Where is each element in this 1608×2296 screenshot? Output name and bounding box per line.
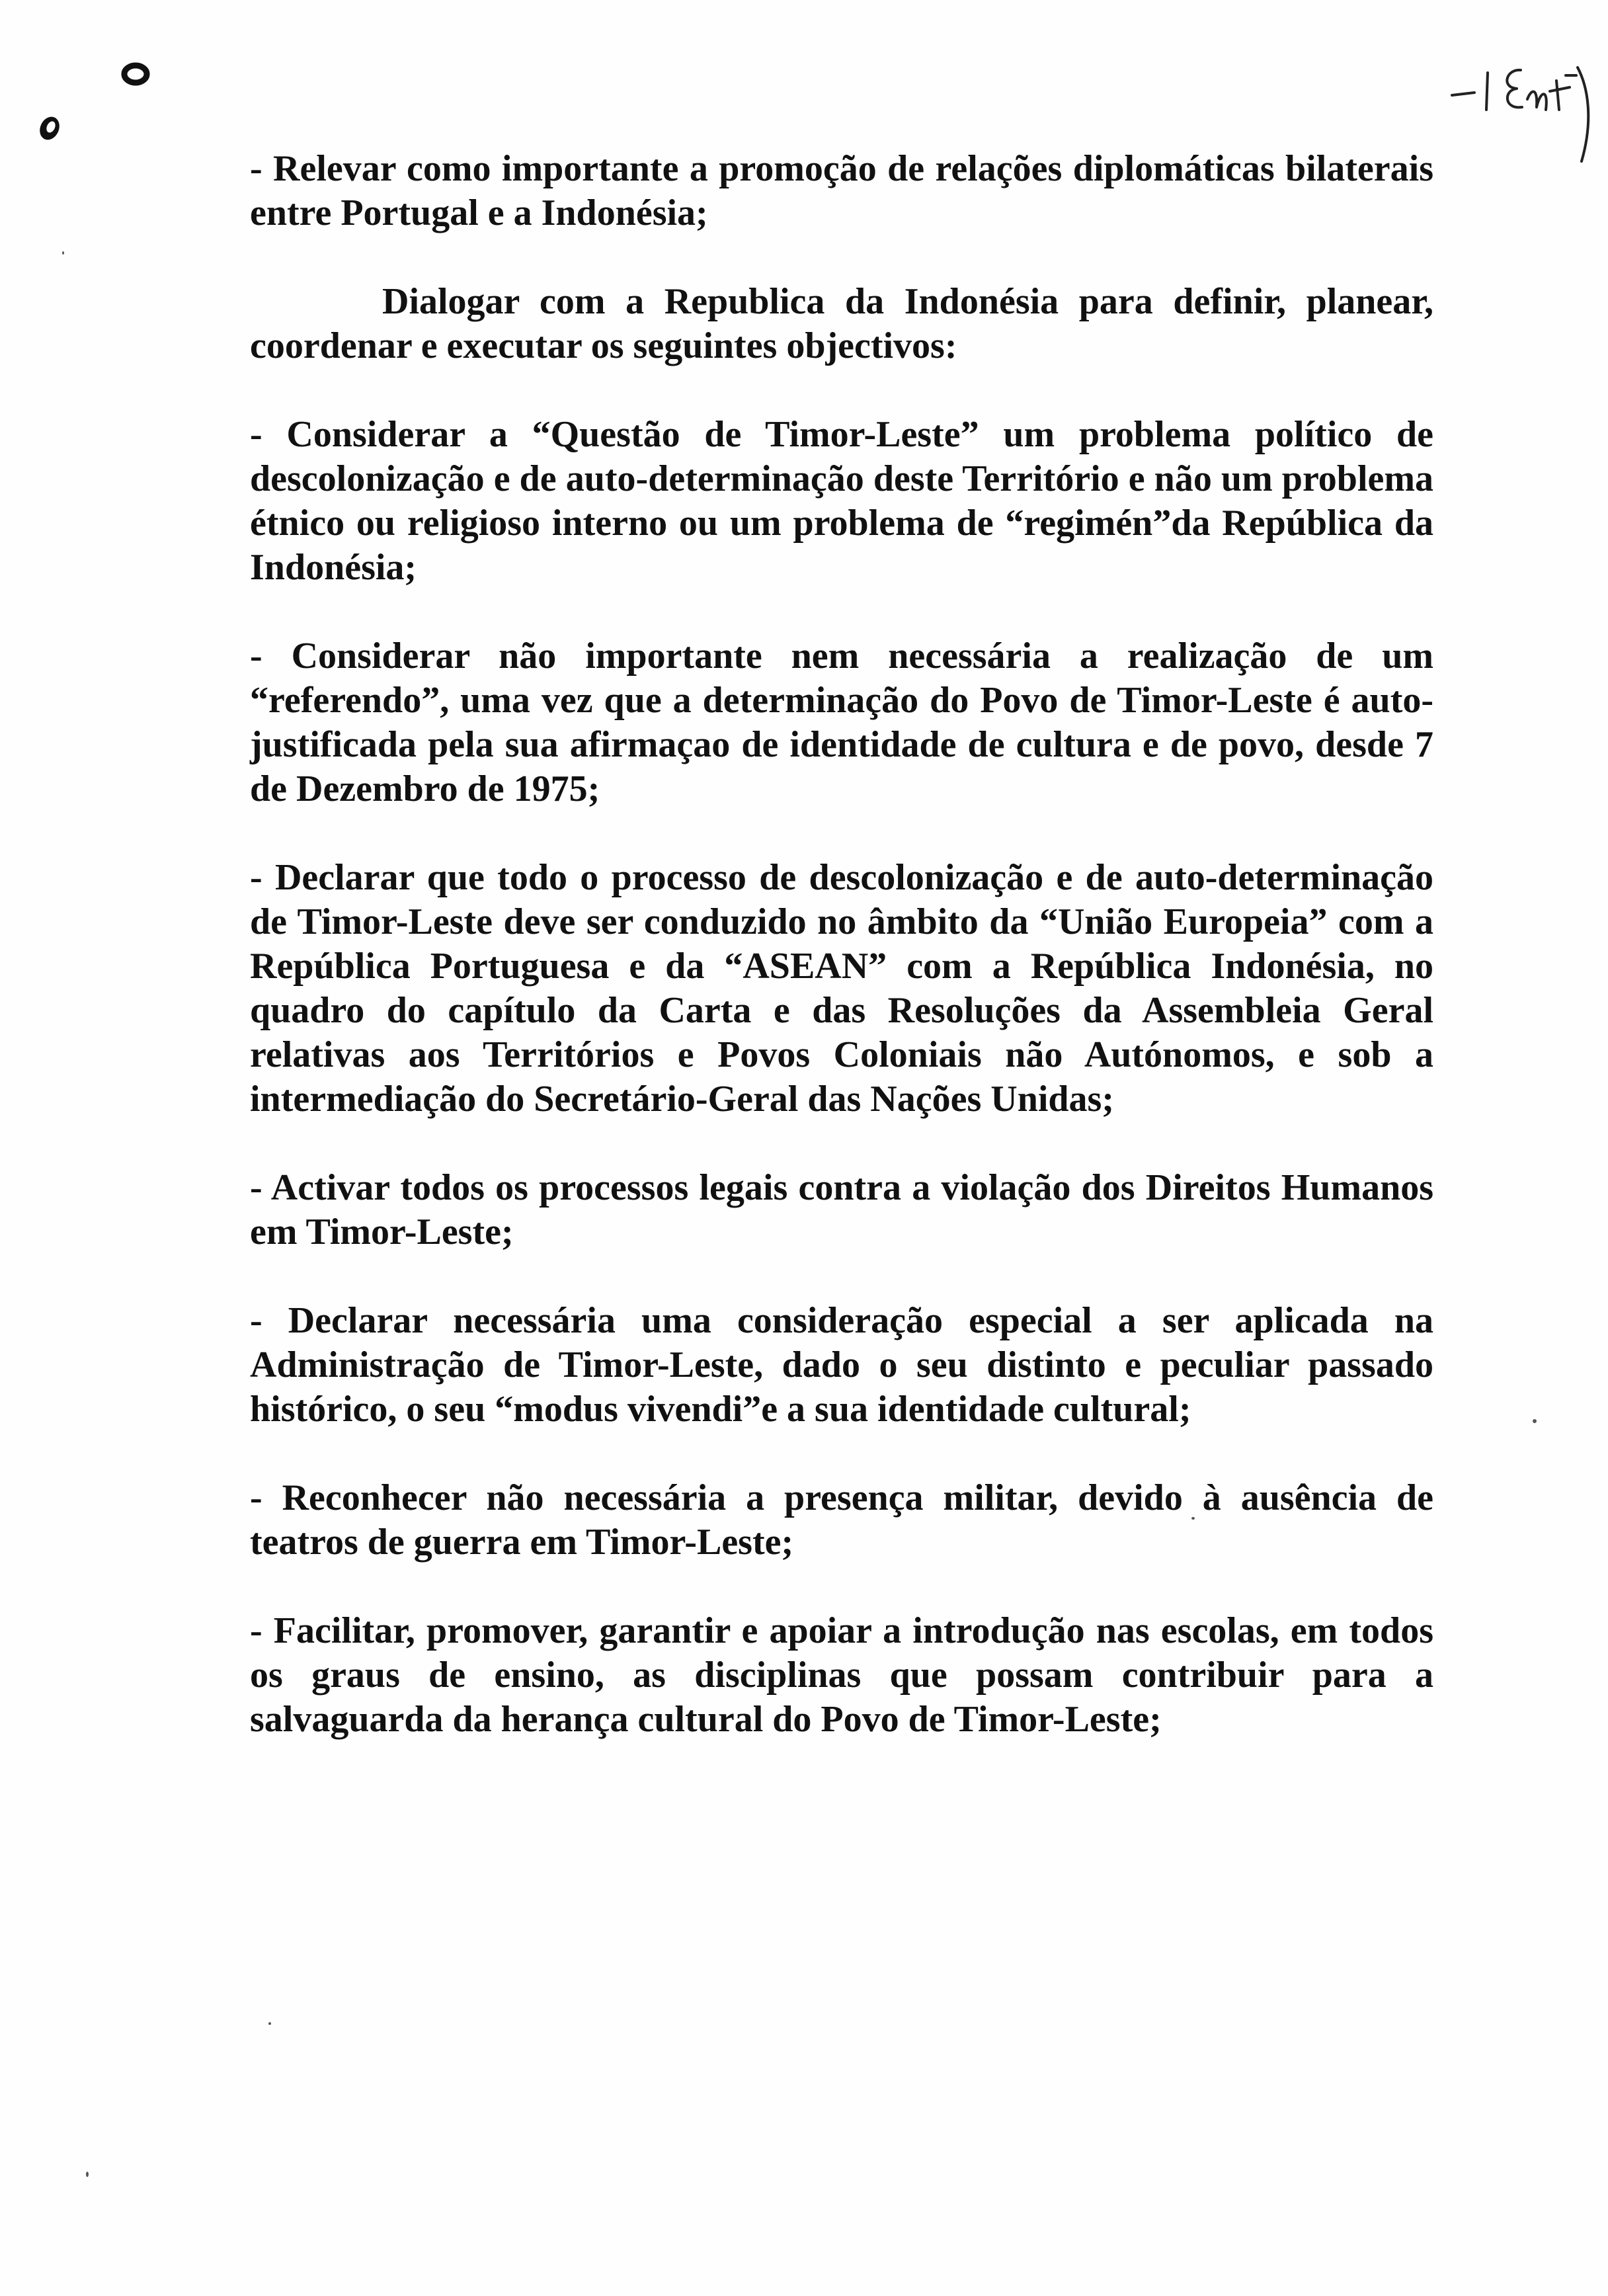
paragraph-activar: - Activar todos os processos legais contra a violação dos Direitos Humanos em Timor-Leste; <box>250 1167 1433 1252</box>
paragraph-relevar: - Relevar como importante a promoção de relações diplomáticas bilaterais entre Portugal e a Indonésia; <box>250 148 1433 233</box>
document-body <box>250 147 1433 1786</box>
handwritten-note <box>1440 61 1605 167</box>
paragraph-dialogar: Dialogar com a Republica da Indonésia para definir, planear, coordenar e executar os seguintes objectivos: <box>250 281 1433 366</box>
scan-speck <box>62 251 64 255</box>
scan-speck <box>268 2022 271 2025</box>
paragraph-considerar-referendo: - Considerar não importante nem necessária a realização de um “referendo”, uma vez que a determinação do Povo de Timor-Leste é auto-justificada pela sua afirmaçao de identidade de cultura e de povo, desde 7 de Dezembro de 1975; <box>250 636 1433 809</box>
scan-speck <box>86 2172 89 2177</box>
paragraph-declarar-processo: - Declarar que todo o processo de descolonização e de auto-determinação de Timor-Leste deve ser conduzido no âmbito da “União Europeia” com a República Portuguesa e da “ASEAN” com a República Indonésia, no quadro do capítulo da Carta e das Resoluções da Assembleia Geral relativas aos Territórios e Povos Coloniais não Autónomos, e sob a intermediação do Secretário-Geral das Nações Unidas; <box>250 857 1433 1120</box>
punch-hole-icon <box>120 61 151 87</box>
paragraph-reconhecer: - Reconhecer não necessária a presença militar, devido à ausência de teatros de guerra em Timor-Leste; <box>250 1477 1433 1563</box>
paragraph-facilitar: - Facilitar, promover, garantir e apoiar a introdução nas escolas, em todos os graus de ensino, as disciplinas que possam contribuir para a salvaguarda da herança cultural do Povo de Timor-Leste; <box>250 1610 1433 1740</box>
paragraph-declarar-consideracao: - Declarar necessária uma consideração especial a ser aplicada na Administração de Timor-Leste, dado o seu distinto e peculiar passado histórico, o seu “modus vivendi”e a sua identidade cultural; <box>250 1300 1433 1430</box>
paragraph-considerar-questao: - Considerar a “Questão de Timor-Leste” um problema político de descolonização e de auto-determinação deste Território e não um problema étnico ou religioso interno ou um problema de “regimén”da República da Indonésia; <box>250 414 1433 588</box>
scan-speck <box>1533 1419 1537 1423</box>
punch-hole-icon <box>34 112 65 144</box>
